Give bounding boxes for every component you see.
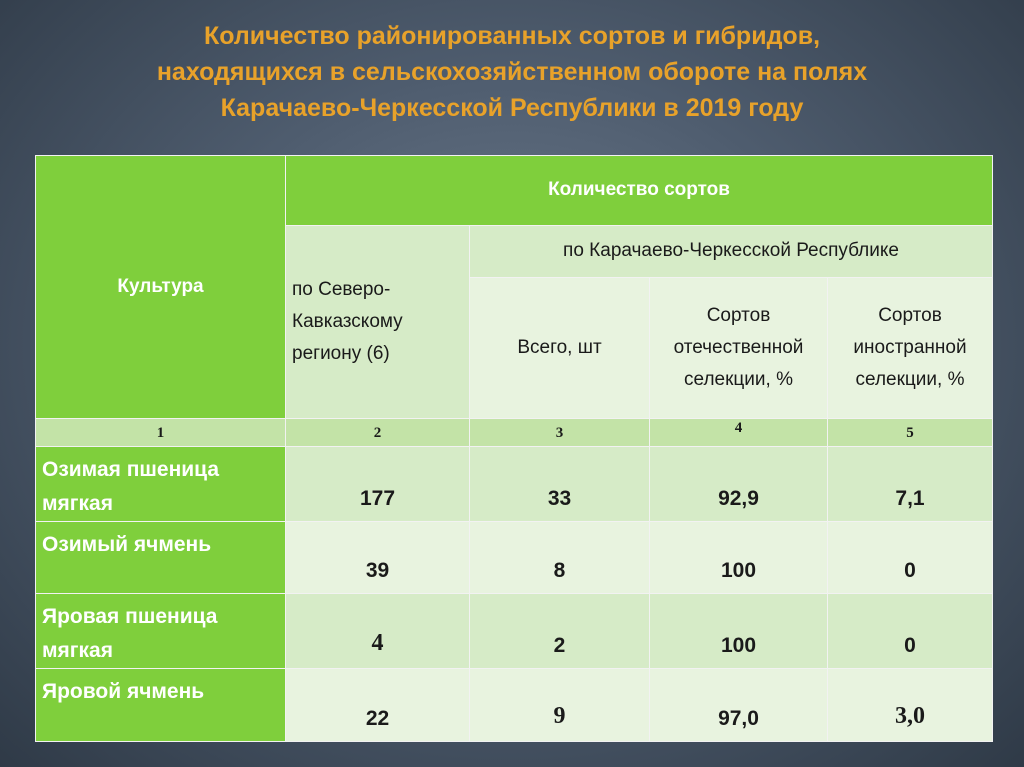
domestic-value: 97,0 [650,669,828,742]
table-row [36,447,993,522]
header-total: Всего, шт [470,278,650,419]
header-count: Количество сортов [286,156,993,226]
foreign-value: 0 [828,522,993,594]
north-caucasus-value: 4 [286,594,470,669]
total-value: 9 [470,669,650,742]
total-value: 33 [470,447,650,522]
header-kchr: по Карачаево-Черкесской Республике [470,226,993,278]
varieties-table [35,155,993,742]
crop-name: Яровая пшеница мягкая [36,594,286,669]
table-row [36,522,993,594]
slide-title [40,18,984,126]
foreign-value: 0 [828,594,993,669]
domestic-value: 100 [650,594,828,669]
total-value: 8 [470,522,650,594]
header-north-caucasus: по Северо-Кавказскому региону (6) [286,226,470,419]
north-caucasus-value: 22 [286,669,470,742]
title-line-2: находящихся в сельскохозяйственном обороте на полях [156,58,868,86]
table-row [36,669,993,742]
domestic-value: 100 [650,522,828,594]
north-caucasus-value: 177 [286,447,470,522]
col-number-5: 5 [828,419,993,447]
header-foreign: Сортов иностранной селекции, % [828,278,993,419]
col-number-4: 4 [650,419,828,447]
title-line-3: Карачаево-Черкесской Республики в 2019 году [220,94,804,122]
table-row [36,594,993,669]
crop-name: Яровой ячмень [36,669,286,742]
header-domestic: Сортов отечественной селекции, % [650,278,828,419]
header-culture: Культура [36,156,286,419]
col-number-1: 1 [36,419,286,447]
col-number-3: 3 [470,419,650,447]
foreign-value: 3,0 [828,669,993,742]
total-value: 2 [470,594,650,669]
col-number-2: 2 [286,419,470,447]
crop-name: Озимый ячмень [36,522,286,594]
foreign-value: 7,1 [828,447,993,522]
north-caucasus-value: 39 [286,522,470,594]
crop-name: Озимая пшеница мягкая [36,447,286,522]
domestic-value: 92,9 [650,447,828,522]
title-line-1: Количество районированных сортов и гибридов, [203,22,821,50]
